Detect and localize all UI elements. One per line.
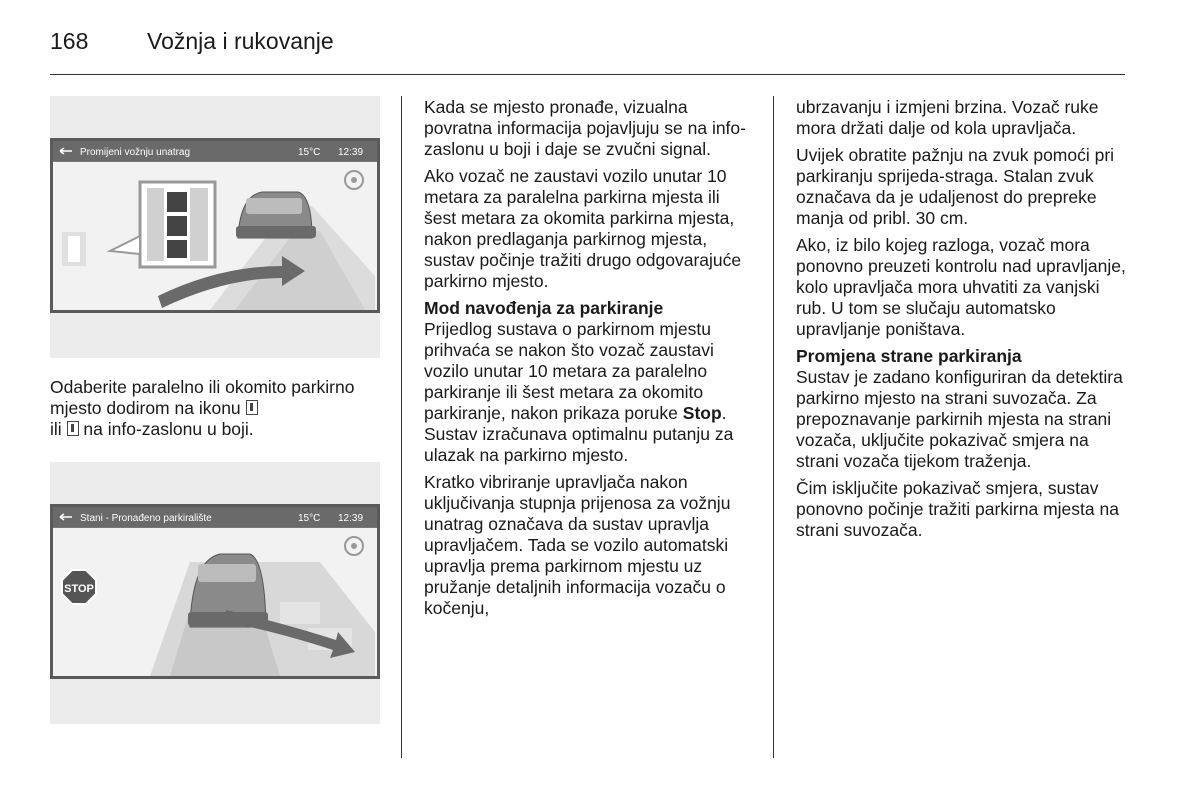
screen-temp-2: 15°C (298, 513, 321, 524)
screen-title: Promijeni vožnju unatrag (80, 147, 191, 158)
caption-part1: Odaberite paralelno ili okomito parkirno mjesto dodirom na ikonu (50, 377, 355, 418)
column-divider-1 (401, 96, 402, 758)
screen-temp: 15°C (298, 147, 321, 158)
car-rear-icon (236, 192, 316, 238)
figure-reverse-screen (50, 96, 380, 358)
paragraph-text: Prijedlog sustava o parkirnom mjestu prihvaća se nakon što vozač zaustavi vozilo unutar 10 metara za paralelno parkiranje ili šest metara za okomito parkiranje, nakon prikaza poruke (424, 319, 714, 423)
page-title: Vožnja i rukovanje (147, 28, 334, 54)
screen-illustration-1 (50, 96, 380, 358)
screen-time-2: 12:39 (338, 513, 364, 524)
column-2 (424, 97, 756, 625)
paragraph: Kada se mjesto pronađe, vizualna povratna informacija pojavljuju se na info-zaslonu u boji i daje se zvučni signal. (424, 97, 746, 159)
caption (50, 377, 380, 440)
paragraph: Kratko vibriranje upravljača nakon uključivanja stupnja prijenosa za vožnju unatrag označava da sustav upravlja upravljačem. Tada se vozilo automatski upravlja prema parkirnom mjestu uz pružanje detaljnih informacija vozaču o kočenju, (424, 472, 731, 618)
section-heading-parking-guidance: Mod navođenja za parkiranje (424, 298, 664, 318)
parallel-parking-icon (246, 400, 258, 415)
screen-time: 12:39 (338, 147, 364, 158)
figure-stop-screen (50, 462, 380, 724)
page-header (50, 28, 334, 55)
column-3 (796, 97, 1128, 547)
paragraph (424, 319, 756, 466)
screen-illustration-2 (50, 462, 380, 724)
paragraph: Sustav je zadano konfiguriran da detektira parkirno mjesto na strani suvozača. Za prepoznavanje parkirnih mjesta na strani vozača, uključite pokazivač smjera na strani vozača tijekom traženja. (796, 367, 1123, 471)
header-rule (50, 74, 1125, 75)
caption-part3: na info-zaslonu u boji. (83, 419, 254, 439)
paragraph: ubrzavanju i izmjeni brzina. Vozač ruke mora držati dalje od kola upravljača. (796, 97, 1099, 138)
paragraph: Ako, iz bilo kojeg razloga, vozač mora ponovno preuzeti kontrolu nad upravljanje, kolo upravljača mora uhvatiti za vanjski rub. U tom se slučaju automatsko upravljanje poništava. (796, 235, 1126, 339)
paragraph: Uvijek obratite pažnju na zvuk pomoći pri parkiranju sprijeda-straga. Stalan zvuk označava da je udaljenost do prepreke manja od pribl. 30 cm. (796, 145, 1115, 228)
stop-sign-icon (62, 570, 96, 604)
perpendicular-parking-icon (67, 421, 79, 436)
paragraph-text: . Sustav izračunava optimalnu putanju za ulazak na parkirno mjesto. (424, 403, 734, 465)
paragraph: Ako vozač ne zaustavi vozilo unutar 10 metara za paralelna parkirna mjesta ili šest metara za okomita parkirna mjesta, nakon predlaganja parkirnog mjesta, sustav počinje tražiti drugo odgovarajuće parkirno mjesto. (424, 166, 742, 291)
screen-title-2: Stani - Pronađeno parkiralište (80, 513, 212, 524)
column-divider-2 (773, 96, 774, 758)
caption-part2: ili (50, 419, 62, 439)
stop-sign-text: STOP (64, 583, 94, 595)
paragraph: Čim isključite pokazivač smjera, sustav ponovno počinje tražiti parkirna mjesta na strani suvozača. (796, 478, 1119, 540)
section-heading-parking-side: Promjena strane parkiranja (796, 346, 1022, 366)
page-number: 168 (50, 28, 89, 54)
stop-message: Stop (682, 403, 722, 423)
